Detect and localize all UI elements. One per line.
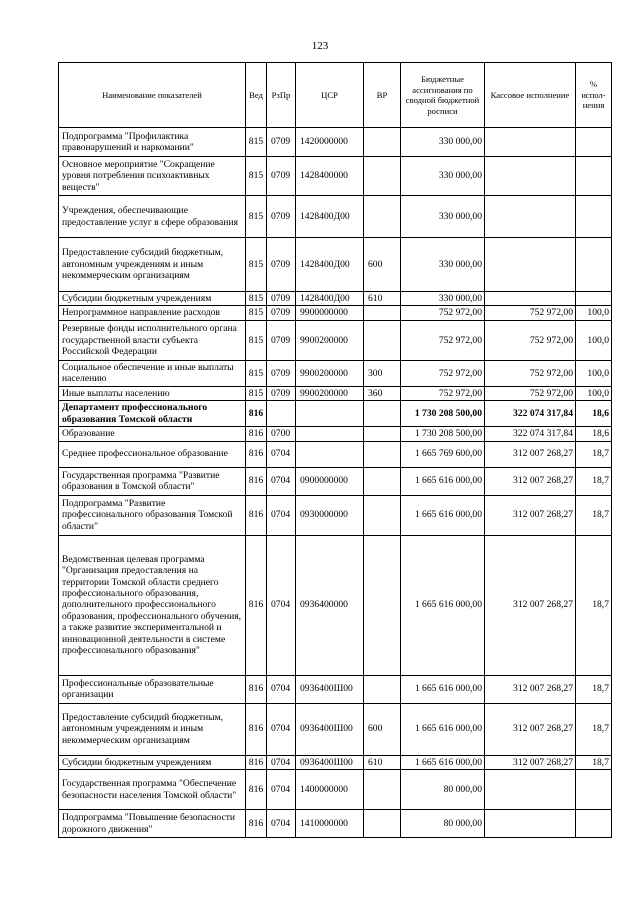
cell-name: Субсидии бюджетным учреждениям bbox=[59, 755, 246, 769]
cell-ved: 815 bbox=[246, 238, 267, 292]
cell-cash: 312 007 268,27 bbox=[485, 675, 576, 703]
cell-cash bbox=[485, 770, 576, 810]
cell-vr bbox=[364, 495, 401, 535]
cell-csr: 9900200000 bbox=[296, 386, 364, 400]
cell-vr bbox=[364, 320, 401, 360]
cell-vr: 610 bbox=[364, 292, 401, 306]
cell-vr bbox=[364, 196, 401, 238]
table-row bbox=[59, 128, 612, 157]
cell-ved: 816 bbox=[246, 703, 267, 755]
cell-pct: 18,7 bbox=[576, 675, 612, 703]
cell-ved: 815 bbox=[246, 386, 267, 400]
header-name: Наименование показателей bbox=[59, 63, 246, 128]
cell-vr: 360 bbox=[364, 386, 401, 400]
cell-csr: 0930000000 bbox=[296, 495, 364, 535]
header-budget: Бюджетные ассигнования по сводной бюджетной росписи bbox=[401, 63, 485, 128]
cell-csr: 1428400000 bbox=[296, 157, 364, 196]
table-row bbox=[59, 320, 612, 360]
table-row bbox=[59, 770, 612, 810]
table-row bbox=[59, 360, 612, 386]
cell-csr: 0936400Ш00 bbox=[296, 703, 364, 755]
cell-rzpr: 0700 bbox=[267, 427, 296, 441]
cell-name: Социальное обеспечение и иные выплаты населению bbox=[59, 360, 246, 386]
table-row bbox=[59, 292, 612, 306]
cell-budget: 80 000,00 bbox=[401, 810, 485, 838]
cell-name: Среднее профессиональное образование bbox=[59, 441, 246, 467]
cell-csr: 1420000000 bbox=[296, 128, 364, 157]
cell-budget: 1 730 208 500,00 bbox=[401, 427, 485, 441]
cell-csr: 0900000000 bbox=[296, 467, 364, 495]
cell-pct: 18,7 bbox=[576, 535, 612, 675]
table-row bbox=[59, 810, 612, 838]
cell-budget: 1 665 616 000,00 bbox=[401, 703, 485, 755]
table-row bbox=[59, 703, 612, 755]
cell-pct: 18,7 bbox=[576, 755, 612, 769]
cell-name: Иные выплаты населению bbox=[59, 386, 246, 400]
cell-rzpr: 0704 bbox=[267, 675, 296, 703]
cell-budget: 752 972,00 bbox=[401, 306, 485, 320]
cell-name: Государственная программа "Обеспечение безопасности населения Томской области" bbox=[59, 770, 246, 810]
cell-pct bbox=[576, 238, 612, 292]
cell-name: Подпрограмма "Развитие профессионального образования Томской области" bbox=[59, 495, 246, 535]
cell-name: Ведомственная целевая программа "Организация предоставления на территории Томской области среднего профессионального образования, дополнительного профессионального образования, профессионального обучения, а также развитие экспериментальной и инновационной деятельности в системе профессионального образования" bbox=[59, 535, 246, 675]
cell-pct: 18,6 bbox=[576, 401, 612, 427]
cell-vr bbox=[364, 401, 401, 427]
cell-name: Основное мероприятие "Сокращение уровня потребления психоактивных веществ" bbox=[59, 157, 246, 196]
cell-ved: 816 bbox=[246, 535, 267, 675]
cell-budget: 1 730 208 500,00 bbox=[401, 401, 485, 427]
cell-csr: 1428400Д00 bbox=[296, 292, 364, 306]
cell-ved: 815 bbox=[246, 128, 267, 157]
cell-vr bbox=[364, 157, 401, 196]
cell-csr bbox=[296, 441, 364, 467]
cell-rzpr: 0709 bbox=[267, 238, 296, 292]
cell-rzpr: 0704 bbox=[267, 703, 296, 755]
cell-rzpr: 0709 bbox=[267, 196, 296, 238]
cell-pct: 100,0 bbox=[576, 386, 612, 400]
cell-rzpr: 0709 bbox=[267, 306, 296, 320]
cell-rzpr: 0709 bbox=[267, 360, 296, 386]
cell-pct bbox=[576, 196, 612, 238]
cell-cash: 752 972,00 bbox=[485, 320, 576, 360]
table-row bbox=[59, 238, 612, 292]
table-row bbox=[59, 306, 612, 320]
cell-cash bbox=[485, 196, 576, 238]
table-row bbox=[59, 675, 612, 703]
cell-vr: 600 bbox=[364, 703, 401, 755]
cell-budget: 1 665 616 000,00 bbox=[401, 755, 485, 769]
cell-cash bbox=[485, 810, 576, 838]
cell-cash bbox=[485, 292, 576, 306]
cell-budget: 1 665 616 000,00 bbox=[401, 495, 485, 535]
cell-budget: 752 972,00 bbox=[401, 386, 485, 400]
cell-rzpr: 0704 bbox=[267, 810, 296, 838]
header-pct: % испол-нения bbox=[576, 63, 612, 128]
cell-pct: 18,7 bbox=[576, 441, 612, 467]
cell-vr bbox=[364, 467, 401, 495]
cell-name: Субсидии бюджетным учреждениям bbox=[59, 292, 246, 306]
cell-csr: 9900200000 bbox=[296, 320, 364, 360]
cell-budget: 330 000,00 bbox=[401, 196, 485, 238]
cell-csr: 0936400Ш00 bbox=[296, 675, 364, 703]
table-row bbox=[59, 427, 612, 441]
cell-cash: 752 972,00 bbox=[485, 306, 576, 320]
cell-name: Предоставление субсидий бюджетным, автономным учреждениям и иным некоммерческим организациям bbox=[59, 238, 246, 292]
budget-table bbox=[58, 62, 612, 838]
table-row bbox=[59, 386, 612, 400]
cell-budget: 1 665 616 000,00 bbox=[401, 675, 485, 703]
cell-csr: 9900000000 bbox=[296, 306, 364, 320]
cell-rzpr: 0704 bbox=[267, 755, 296, 769]
cell-pct bbox=[576, 770, 612, 810]
cell-vr bbox=[364, 675, 401, 703]
cell-budget: 1 665 769 600,00 bbox=[401, 441, 485, 467]
cell-pct: 100,0 bbox=[576, 320, 612, 360]
cell-pct: 18,7 bbox=[576, 703, 612, 755]
cell-cash: 322 074 317,84 bbox=[485, 427, 576, 441]
cell-budget: 752 972,00 bbox=[401, 320, 485, 360]
cell-name: Учреждения, обеспечивающие предоставление услуг в сфере образования bbox=[59, 196, 246, 238]
cell-name: Подпрограмма "Профилактика правонарушений и наркомании" bbox=[59, 128, 246, 157]
cell-ved: 816 bbox=[246, 467, 267, 495]
cell-vr bbox=[364, 306, 401, 320]
cell-name: Департамент профессионального образования Томской области bbox=[59, 401, 246, 427]
cell-cash: 322 074 317,84 bbox=[485, 401, 576, 427]
cell-vr: 600 bbox=[364, 238, 401, 292]
table-row bbox=[59, 401, 612, 427]
cell-ved: 815 bbox=[246, 360, 267, 386]
cell-rzpr: 0704 bbox=[267, 495, 296, 535]
cell-vr: 300 bbox=[364, 360, 401, 386]
cell-csr: 9900200000 bbox=[296, 360, 364, 386]
cell-rzpr: 0709 bbox=[267, 320, 296, 360]
cell-ved: 816 bbox=[246, 810, 267, 838]
cell-budget: 752 972,00 bbox=[401, 360, 485, 386]
cell-name: Государственная программа "Развитие образования в Томской области" bbox=[59, 467, 246, 495]
cell-pct bbox=[576, 292, 612, 306]
cell-name: Образование bbox=[59, 427, 246, 441]
cell-ved: 816 bbox=[246, 755, 267, 769]
cell-rzpr: 0709 bbox=[267, 157, 296, 196]
cell-budget: 1 665 616 000,00 bbox=[401, 535, 485, 675]
cell-pct: 18,6 bbox=[576, 427, 612, 441]
cell-name: Резервные фонды исполнительного органа государственной власти субъекта Российской Федерации bbox=[59, 320, 246, 360]
cell-ved: 816 bbox=[246, 441, 267, 467]
table-row bbox=[59, 755, 612, 769]
cell-csr: 0936400Ш00 bbox=[296, 755, 364, 769]
cell-name: Профессиональные образовательные организации bbox=[59, 675, 246, 703]
header-csr: ЦСР bbox=[296, 63, 364, 128]
cell-csr: 1428400Д00 bbox=[296, 238, 364, 292]
cell-cash: 312 007 268,27 bbox=[485, 755, 576, 769]
cell-vr: 610 bbox=[364, 755, 401, 769]
cell-csr: 1428400Д00 bbox=[296, 196, 364, 238]
cell-rzpr: 0709 bbox=[267, 128, 296, 157]
cell-cash: 312 007 268,27 bbox=[485, 495, 576, 535]
table-row bbox=[59, 441, 612, 467]
cell-rzpr: 0709 bbox=[267, 292, 296, 306]
cell-cash: 312 007 268,27 bbox=[485, 703, 576, 755]
cell-ved: 816 bbox=[246, 770, 267, 810]
cell-vr bbox=[364, 810, 401, 838]
table-row bbox=[59, 196, 612, 238]
cell-rzpr: 0704 bbox=[267, 535, 296, 675]
cell-ved: 816 bbox=[246, 495, 267, 535]
cell-pct: 18,7 bbox=[576, 467, 612, 495]
cell-pct: 18,7 bbox=[576, 495, 612, 535]
table-row bbox=[59, 157, 612, 196]
cell-csr: 1400000000 bbox=[296, 770, 364, 810]
cell-budget: 330 000,00 bbox=[401, 128, 485, 157]
cell-budget: 330 000,00 bbox=[401, 157, 485, 196]
cell-rzpr: 0709 bbox=[267, 386, 296, 400]
cell-vr bbox=[364, 535, 401, 675]
cell-cash: 752 972,00 bbox=[485, 360, 576, 386]
cell-ved: 815 bbox=[246, 306, 267, 320]
cell-ved: 815 bbox=[246, 196, 267, 238]
cell-ved: 815 bbox=[246, 157, 267, 196]
cell-ved: 816 bbox=[246, 427, 267, 441]
cell-rzpr bbox=[267, 401, 296, 427]
cell-ved: 816 bbox=[246, 675, 267, 703]
cell-vr bbox=[364, 441, 401, 467]
cell-rzpr: 0704 bbox=[267, 441, 296, 467]
cell-cash: 752 972,00 bbox=[485, 386, 576, 400]
header-cash: Кассовое исполнение bbox=[485, 63, 576, 128]
cell-cash bbox=[485, 128, 576, 157]
cell-csr: 0936400000 bbox=[296, 535, 364, 675]
cell-cash: 312 007 268,27 bbox=[485, 441, 576, 467]
header-rzpr: РзПр bbox=[267, 63, 296, 128]
cell-budget: 80 000,00 bbox=[401, 770, 485, 810]
table-row bbox=[59, 467, 612, 495]
cell-rzpr: 0704 bbox=[267, 770, 296, 810]
cell-vr bbox=[364, 770, 401, 810]
cell-ved: 816 bbox=[246, 401, 267, 427]
table-row bbox=[59, 535, 612, 675]
cell-cash bbox=[485, 157, 576, 196]
table-row bbox=[59, 495, 612, 535]
cell-csr bbox=[296, 427, 364, 441]
cell-csr bbox=[296, 401, 364, 427]
cell-budget: 330 000,00 bbox=[401, 238, 485, 292]
header-ved: Вед bbox=[246, 63, 267, 128]
cell-name: Подпрограмма "Повышение безопасности дорожного движения" bbox=[59, 810, 246, 838]
cell-cash: 312 007 268,27 bbox=[485, 467, 576, 495]
cell-budget: 330 000,00 bbox=[401, 292, 485, 306]
cell-csr: 1410000000 bbox=[296, 810, 364, 838]
cell-budget: 1 665 616 000,00 bbox=[401, 467, 485, 495]
cell-pct bbox=[576, 128, 612, 157]
table-header-row bbox=[59, 63, 612, 128]
cell-name: Предоставление субсидий бюджетным, автономным учреждениям и иным некоммерческим организациям bbox=[59, 703, 246, 755]
cell-ved: 815 bbox=[246, 320, 267, 360]
cell-rzpr: 0704 bbox=[267, 467, 296, 495]
table-body bbox=[59, 128, 612, 838]
cell-vr bbox=[364, 128, 401, 157]
cell-vr bbox=[364, 427, 401, 441]
cell-ved: 815 bbox=[246, 292, 267, 306]
header-vr: ВР bbox=[364, 63, 401, 128]
cell-pct: 100,0 bbox=[576, 360, 612, 386]
cell-name: Непрограммное направление расходов bbox=[59, 306, 246, 320]
page-number: 123 bbox=[311, 40, 329, 52]
cell-pct bbox=[576, 157, 612, 196]
cell-cash bbox=[485, 238, 576, 292]
cell-cash: 312 007 268,27 bbox=[485, 535, 576, 675]
cell-pct bbox=[576, 810, 612, 838]
cell-pct: 100,0 bbox=[576, 306, 612, 320]
